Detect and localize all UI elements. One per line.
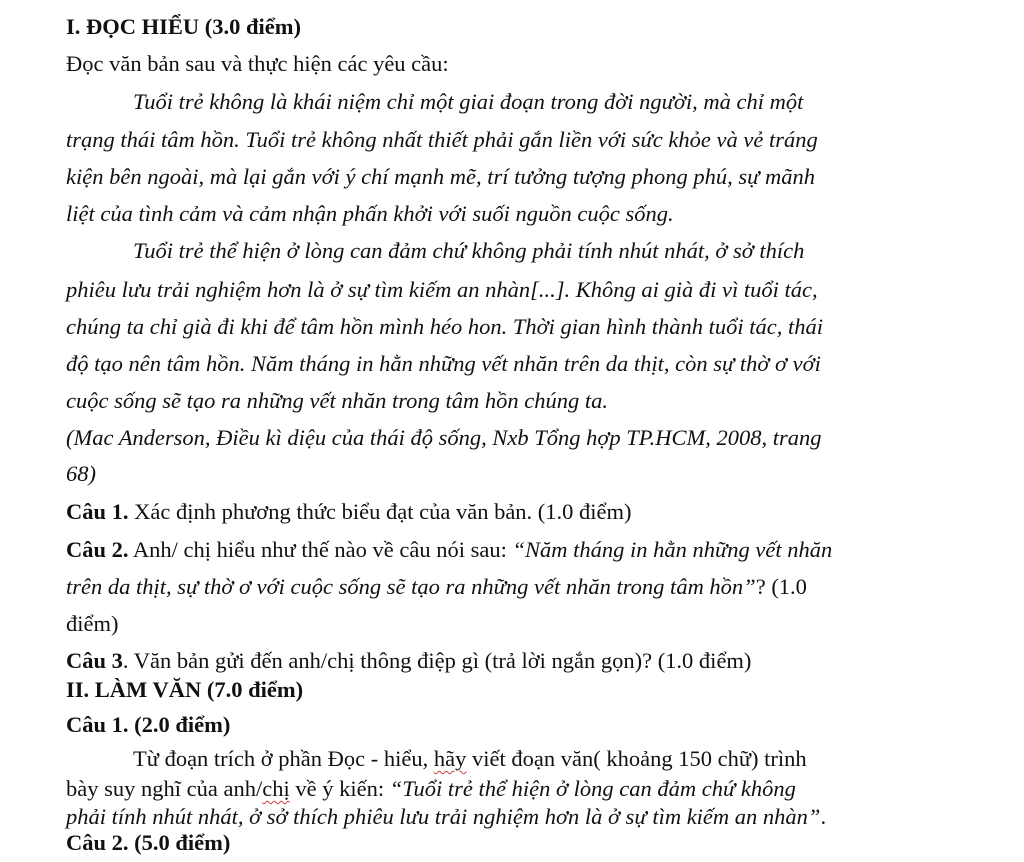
writing-q1-line1-text-a: Từ đoạn trích ở phần Đọc - hiểu, [133, 746, 434, 771]
passage-p2-line5: cuộc sống sẽ tạo ra những vết nhăn trong tâm hồn chúng ta. [66, 388, 609, 413]
source-citation-line2: 68) [66, 461, 96, 486]
question-2-line2 [66, 572, 807, 602]
passage-p1-line2: trạng thái tâm hồn. Tuổi trẻ không nhất thiết phải gắn liền với sức khỏe và vẻ tráng [66, 127, 818, 152]
writing-q1-line2-text-b: về ý kiến: [289, 776, 390, 801]
passage-p2-line3: chúng ta chỉ già đi khi để tâm hồn mình héo hon. Thời gian hình thành tuổi tác, thái [66, 314, 823, 339]
reading-heading: I. ĐỌC HIỂU (3.0 điểm) [66, 14, 301, 39]
writing-question-1-line3 [66, 802, 826, 832]
passage-p1-line3: kiện bên ngoài, mà lại gắn với ý chí mạnh mẽ, trí tưởng tượng phong phú, sự mãnh [66, 164, 816, 189]
passage-p2-line2: phiêu lưu trải nghiệm hơn là ở sự tìm kiếm an nhàn[...]. Không ai già đi vì tuổi tác, [66, 277, 818, 302]
writing-q1-line3-end: . [820, 804, 827, 829]
passage-p1-line1: Tuổi trẻ không là khái niệm chỉ một giai đoạn trong đời người, mà chỉ một [133, 89, 804, 114]
question-3 [66, 646, 751, 676]
writing-question-2-cutoff [66, 830, 246, 855]
writing-question-1-line1 [133, 744, 807, 774]
question-2-quote-part1: “Năm tháng in hằn những vết nhăn [512, 537, 833, 562]
writing-q1-quote-part2: phải tính nhút nhát, ở sở thích phiêu lưu trải nghiệm hơn là ở sự tìm kiếm an nhàn” [66, 804, 821, 829]
spellcheck-flagged-word: hãy [433, 746, 467, 771]
writing-question-1-heading: Câu 1. (2.0 điểm) [66, 712, 231, 737]
spellcheck-flagged-word: chị [262, 776, 290, 801]
writing-heading: II. LÀM VĂN (7.0 điểm) [66, 677, 304, 702]
passage-p2-line1: Tuổi trẻ thể hiện ở lòng can đảm chứ không phải tính nhút nhát, ở sở thích [133, 238, 805, 263]
question-2-label: Câu 2. [66, 537, 129, 562]
question-3-label: Câu 3 [66, 648, 123, 673]
writing-question-2-cutoff-text: Câu 2. (5.0 điểm) [66, 830, 231, 855]
writing-question-1-line2 [66, 774, 796, 804]
question-2-line3: điểm) [66, 611, 119, 636]
question-1-text: Xác định phương thức biểu đạt của văn bản. (1.0 điểm) [128, 499, 632, 524]
question-2-suffix: ? (1.0 [755, 574, 807, 599]
question-1-label: Câu 1. [66, 499, 129, 524]
writing-q1-quote-part1: “Tuổi trẻ thể hiện ở lòng can đảm chứ không [389, 776, 796, 801]
passage-p2-line4: độ tạo nên tâm hồn. Năm tháng in hằn những vết nhăn trên da thịt, còn sự thờ ơ với [66, 351, 821, 376]
question-1 [66, 497, 632, 527]
writing-q1-line1-text-b: viết đoạn văn( khoảng 150 chữ) trình [466, 746, 807, 771]
question-2-quote-part2: trên da thịt, sự thờ ơ với cuộc sống sẽ tạo ra những vết nhăn trong tâm hồn” [66, 574, 756, 599]
passage-p1-line4: liệt của tình cảm và cảm nhận phấn khởi với suối nguồn cuộc sống. [66, 201, 674, 226]
question-2-line1 [66, 535, 832, 565]
source-citation-line1: (Mac Anderson, Điều kì diệu của thái độ sống, Nxb Tổng hợp TP.HCM, 2008, trang [66, 425, 822, 450]
question-3-text: . Văn bản gửi đến anh/chị thông điệp gì (trả lời ngắn gọn)? (1.0 điểm) [122, 648, 752, 673]
question-2-prefix: Anh/ chị hiểu như thế nào về câu nói sau: [128, 537, 513, 562]
writing-q1-line2-text-a: bày suy nghĩ của anh/ [66, 776, 263, 801]
reading-instruction: Đọc văn bản sau và thực hiện các yêu cầu: [66, 51, 449, 76]
